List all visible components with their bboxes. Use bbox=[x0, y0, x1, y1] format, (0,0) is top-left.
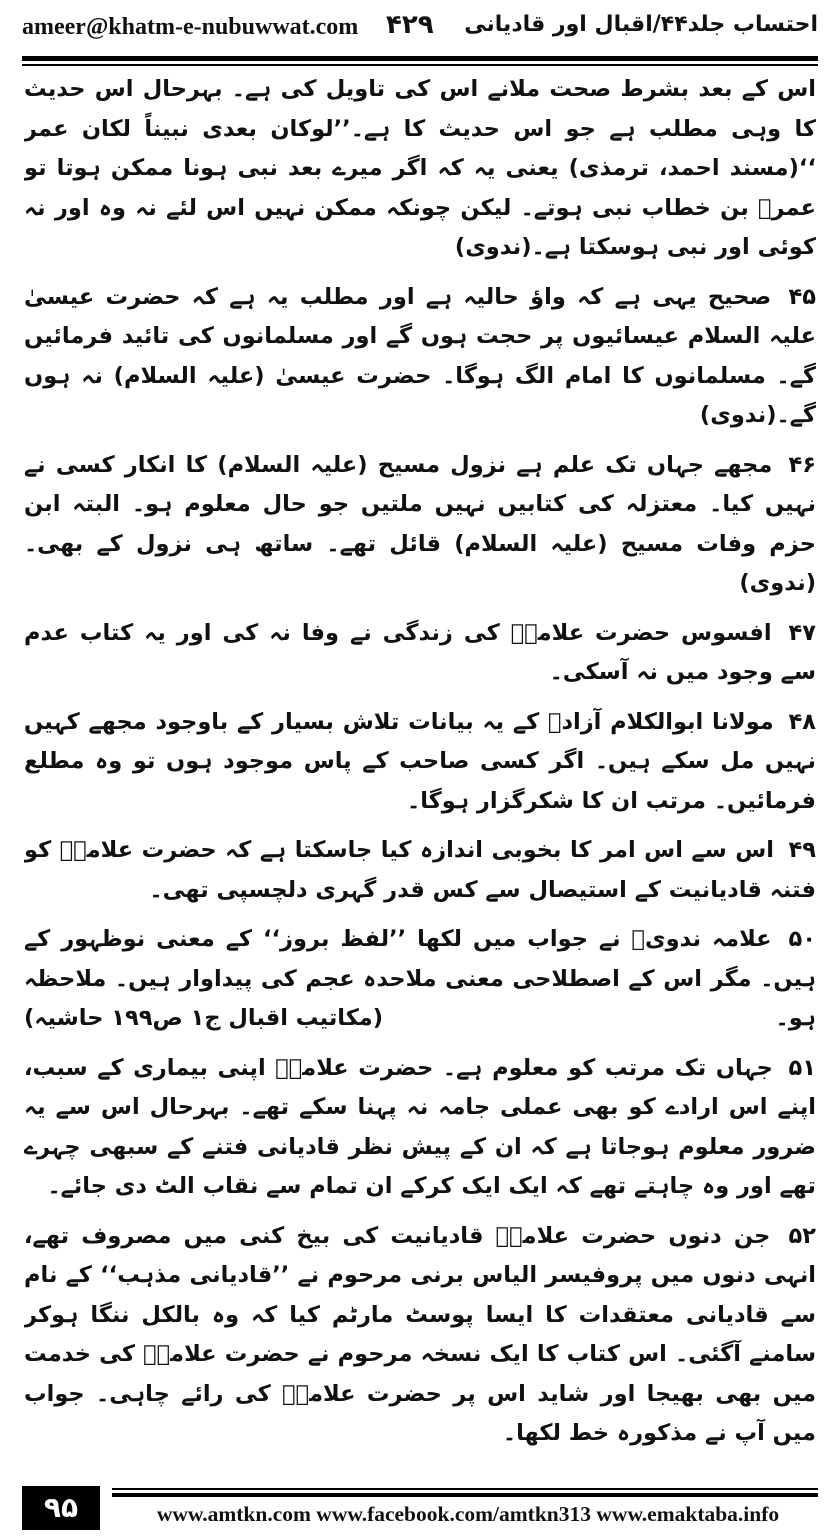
footnote-number: ۵۱ bbox=[788, 1054, 816, 1081]
footnote-number: ۵۰ bbox=[788, 926, 816, 952]
footnote-paragraph bbox=[24, 278, 816, 436]
paragraph bbox=[24, 70, 816, 268]
footnote-text: صحیح یہی ہے کہ واؤ حالیہ ہے اور مطلب یہ ہے کہ حضرت عیسیٰ علیہ السلام عیسائیوں پر حجت ہوں گے اور مسلمانوں کی تائید فرمائیں گے۔ مسلمانوں کا امام الگ ہوگا۔ حضرت عیسیٰ (علیہ السلام) نہ ہوں گے۔(ندوی) bbox=[24, 283, 816, 428]
header-rule-thin bbox=[22, 64, 818, 66]
paragraph-text: اس کے بعد بشرط صحت ملانے اس کی تاویل کی ہے۔ بہرحال اس حدیث کا وہی مطلب ہے جو اس حدیث کا ہے۔’’لوکان بعدی نبیناً لکان عمر ‘‘(مسند احمد، ترمذی) یعنی یہ کہ اگر میرے بعد نبی ہونا ممکن ہوتا تو عمرؓ بن خطاب نبی ہوتے۔ لیکن چونکہ ممکن نہیں اس لئے نہ وہ اور نہ کوئی اور نبی ہوسکتا ہے۔(ندوی) bbox=[24, 76, 816, 260]
footer-rule-thick bbox=[112, 1493, 818, 1497]
footnote-text: جہاں تک مرتب کو معلوم ہے۔ حضرت علامہؒ اپنی بیماری کے سبب، اپنے اس ارادے کو بھی عملی جامہ نہ پہنا سکے تھے۔ بہرحال اس سے یہ ضرور معلوم ہوجاتا ہے کہ ان کے پیش نظر قادیانی فتنے کے سبھی چہرے تھے اور وہ چاہتے تھے کہ ایک ایک کرکے ان تمام سے نقاب الٹ دی جائے۔ bbox=[24, 1054, 816, 1199]
footnote-text: مولانا ابوالکلام آزادؒ کے یہ بیانات تلاش بسیار کے باوجود مجھے کہیں نہیں مل سکے ہیں۔ اگر کسی صاحب کے پاس موجود ہوں تو وہ مطلع فرمائیں۔ مرتب ان کا شکرگزار ہوگا۔ bbox=[24, 708, 816, 814]
footer-rule-thin bbox=[112, 1488, 818, 1490]
footer-websites[interactable]: www.amtkn.com www.facebook.com/amtkn313 www.emaktaba.info bbox=[156, 1502, 780, 1526]
footnote-number: ۴۵ bbox=[788, 283, 816, 310]
footnote-paragraph bbox=[24, 703, 816, 822]
footnote-paragraph bbox=[24, 1217, 816, 1454]
footnote-reference: (مکاتیب اقبال ج۱ ص۱۹۹ حاشیہ) bbox=[24, 1005, 384, 1031]
footnote-text: اس سے اس امر کا بخوبی اندازہ کیا جاسکتا ہے کہ حضرت علامہؒ کو فتنہ قادیانیت کے استیصال سے کس قدر گہری دلچسپی تھی۔ bbox=[24, 837, 816, 903]
header-email[interactable]: ameer@khatm-e-nubuwwat.com bbox=[22, 14, 359, 40]
page-content bbox=[24, 70, 816, 1470]
footnote-paragraph bbox=[24, 446, 816, 604]
footnote-number: ۴۹ bbox=[788, 837, 816, 863]
footnote-number: ۴۷ bbox=[788, 619, 816, 646]
footnote-paragraph bbox=[24, 1049, 816, 1207]
footnote-text: جن دنوں حضرت علامہؒ قادیانیت کی بیخ کنی میں مصروف تھے، انہی دنوں میں پروفیسر الیاس برنی مرحوم نے ’’قادیانی مذہب‘‘ کے نام سے قادیانی معتقدات کا ایسا پوسٹ مارٹم کیا کہ وہ بالکل ننگا ہوکر سامنے آگئی۔ اس کتاب کا ایک نسخہ مرحوم نے حضرت علامہؒ کی خدمت میں بھی بھیجا اور شاید اس پر حضرت علامہؒ کی رائے چاہی۔ جواب میں آپ نے مذکورہ خط لکھا۔ bbox=[24, 1222, 816, 1446]
header-page-number: ۴۲۹ bbox=[386, 10, 434, 40]
footnote-number: ۵۲ bbox=[788, 1222, 816, 1249]
footnote-text: علامہ ندویؒ نے جواب میں لکھا ’’لفظ بروز‘‘ کے معنی نوظہور کے ہیں۔ مگر اس کے اصطلاحی معنی ملاحدہ عجم کی پیداوار ہیں۔ ملاحظہ ہو۔ bbox=[24, 926, 816, 1031]
footnote-paragraph bbox=[24, 614, 816, 693]
footnote-text: افسوس حضرت علامہؒ کی زندگی نے وفا نہ کی اور یہ کتاب عدم سے وجود میں نہ آسکی۔ bbox=[24, 619, 816, 685]
header-title: احتساب جلد۴۴/اقبال اور قادیانی bbox=[464, 12, 818, 37]
page-footer bbox=[0, 1482, 840, 1540]
footnote-paragraph bbox=[24, 831, 816, 910]
footer-page-number: ۹۵ bbox=[22, 1486, 100, 1530]
footnote-number: ۴۶ bbox=[788, 451, 816, 478]
footnote-paragraph bbox=[24, 920, 816, 1039]
footnote-text: مجھے جہاں تک علم ہے نزول مسیح (علیہ السلام) کا انکار کسی نے نہیں کیا۔ معتزلہ کی کتابیں نہیں ملتیں جو حال معلوم ہو۔ البتہ ابن حزم وفات مسیح (علیہ السلام) قائل تھے۔ ساتھ ہی نزول کے بھی۔(ندوی) bbox=[24, 451, 816, 596]
footnote-number: ۴۸ bbox=[788, 708, 816, 735]
header-rule-thick bbox=[22, 56, 818, 61]
page-header bbox=[0, 0, 840, 58]
